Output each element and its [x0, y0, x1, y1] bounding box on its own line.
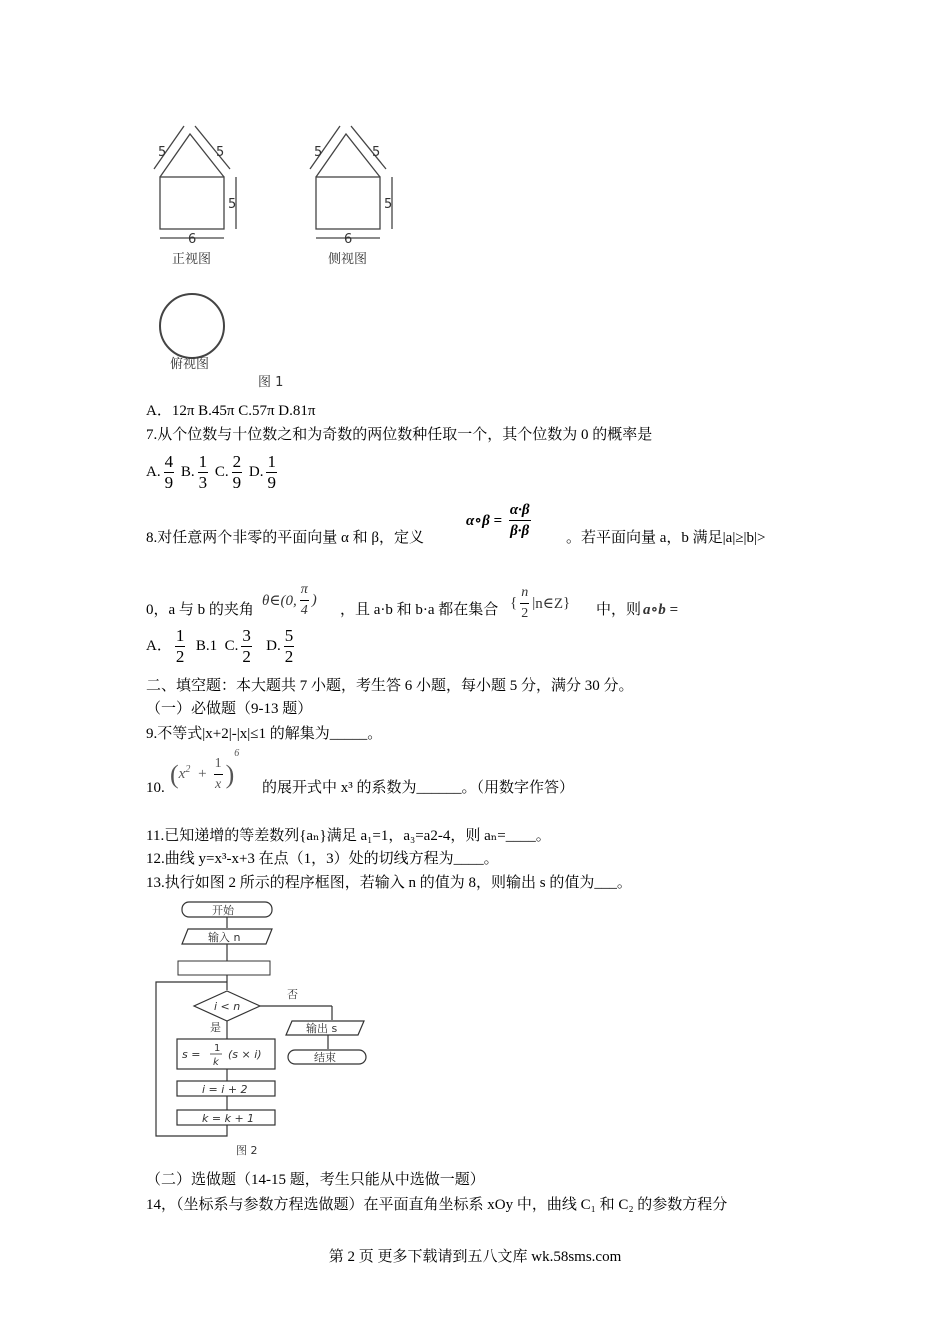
q14: 14，（坐标系与参数方程选做题）在平面直角坐标系 xOy 中，曲线 C₁ 和 C₂ 的参数方程分 — [146, 1197, 728, 1213]
q10-num: 10. — [146, 780, 165, 796]
q8-theta-range: θ∈(0, $\frac{\pi}{4}$ ) — [262, 582, 317, 618]
flow-no-label: 否 — [287, 988, 298, 1001]
side-view-shape — [316, 134, 380, 177]
q8-opt-d-frac: $\frac{5}{2}$ — [284, 626, 294, 666]
dim-width-side: 6 — [344, 232, 353, 247]
q9: 9.不等式|x+2|-|x|≤1 的解集为_____。 — [146, 726, 383, 742]
q7-opt-a-label: A. — [146, 463, 161, 480]
q8-text5: 中，则 — [596, 602, 642, 618]
q6-options: A．12π B.45π C.57π D.81π — [146, 403, 316, 419]
flow-start-text: 开始 — [212, 904, 234, 917]
q8-text1: 8.对任意两个非零的平面向量 α 和 β，定义 — [146, 530, 424, 546]
dim-height-side: 5 — [384, 197, 393, 212]
q7-opt-b-label: B. — [180, 463, 195, 480]
dim-slant-left: 5 — [158, 145, 167, 160]
flow-yes-label: 是 — [210, 1021, 221, 1034]
q8-opt-d-label: D. — [266, 637, 281, 654]
q10-expression: ($x^2$ + $\frac{1}{x}$ )$^6$ — [170, 748, 240, 793]
section-2-heading: 二、填空题：本大题共 7 小题，考生答 6 小题，每小题 5 分，满分 30 分。 — [146, 678, 634, 694]
q8-opt-c-frac: $\frac{3}{2}$ — [242, 626, 251, 666]
flow-s-den: k — [213, 1057, 219, 1068]
dim-width: 6 — [188, 232, 197, 247]
figure-1-label: 图 1 — [258, 375, 284, 390]
dim-slant-right-side: 5 — [372, 145, 381, 160]
q8-ab: a∘b = — [643, 602, 679, 618]
q7-opt-c-frac: $\frac{2}{9}$ — [232, 452, 242, 492]
dim-slant-left-side: 5 — [314, 145, 323, 160]
q10-text: 的展开式中 x³ 的系数为______。（用数字作答） — [262, 780, 574, 796]
q13: 13.执行如图 2 所示的程序框图，若输入 n 的值为 8，则输出 s 的值为___。 — [146, 875, 632, 891]
q7-opt-d-frac: $\frac{1}{9}$ — [267, 452, 276, 492]
q8-opt-b: B.1 — [195, 637, 218, 654]
q8-line1 — [146, 528, 424, 548]
flow-s-num: 1 — [214, 1043, 221, 1054]
top-view-circle — [160, 294, 224, 358]
subsection-required: （一）必做题（9-13 题） — [146, 701, 313, 717]
figure-1-three-views — [140, 120, 420, 395]
figure-2-label: 图 2 — [236, 1144, 258, 1157]
flow-end-text: 结束 — [314, 1051, 336, 1064]
flow-cond-text: i < n — [214, 1000, 241, 1013]
q11: 11.已知递增的等差数列{aₙ}满足 a₁=1，a₃=a2-4，则 aₙ=____。 — [146, 828, 551, 844]
subsection-elective: （二）选做题（14-15 题，考生只能从中选做一题） — [146, 1172, 485, 1188]
dim-slant-right: 5 — [216, 145, 225, 160]
q8-opt-a-frac: $\frac{1}{2}$ — [175, 626, 185, 666]
q12: 12.曲线 y=x³-x+3 在点（1，3）处的切线方程为____。 — [146, 851, 499, 867]
top-view-label: 俯视图 — [170, 357, 210, 372]
front-view-shape — [160, 134, 224, 177]
q8-opt-c-label: C. — [224, 637, 239, 654]
q8-definition-formula: α∘β = $\frac{\alpha\cdot\beta}{\beta\cdot\beta}$ — [466, 502, 530, 539]
q8-set: { $\frac{n}{2}$ |n∈Z} — [510, 585, 571, 621]
q7-options — [146, 452, 280, 493]
q7-text: 7.从个位数与十位数之和为奇数的两位数种任取一个，其个位数为 0 的概率是 — [146, 427, 653, 443]
figure-2-flowchart — [150, 898, 380, 1160]
dim-height: 5 — [228, 197, 237, 212]
q7-opt-a-frac: $\frac{4}{9}$ — [164, 452, 174, 492]
front-view-label: 正视图 — [172, 252, 212, 267]
flow-output-text: 输出 s — [306, 1022, 338, 1035]
flow-s-rhs: (s × i) — [228, 1048, 262, 1061]
q8-text3: 0，a 与 b 的夹角 — [146, 602, 254, 618]
q7-opt-d-label: D. — [248, 463, 264, 480]
flow-s-lhs: s = — [182, 1048, 201, 1061]
flow-i-step: i = i + 2 — [202, 1083, 248, 1096]
q8-text2: 。若平面向量 a，b 满足|a|≥|b|> — [566, 530, 766, 546]
q8-options — [146, 626, 297, 667]
q8-text4: ，且 a·b 和 b·a 都在集合 — [340, 602, 499, 618]
front-view-rect — [160, 177, 224, 229]
page-footer: 第 2 页 更多下载请到五八文库 wk.58sms.com — [328, 1249, 622, 1265]
side-view-rect — [316, 177, 380, 229]
q7-opt-c-label: C. — [214, 463, 229, 480]
flow-k-step: k = k + 1 — [202, 1112, 255, 1125]
side-view-label: 侧视图 — [328, 252, 368, 267]
q7-opt-b-frac: $\frac{1}{3}$ — [198, 452, 208, 492]
flow-input-text: 输入 n — [208, 931, 241, 944]
q8-opt-a-label: A． — [146, 637, 172, 654]
